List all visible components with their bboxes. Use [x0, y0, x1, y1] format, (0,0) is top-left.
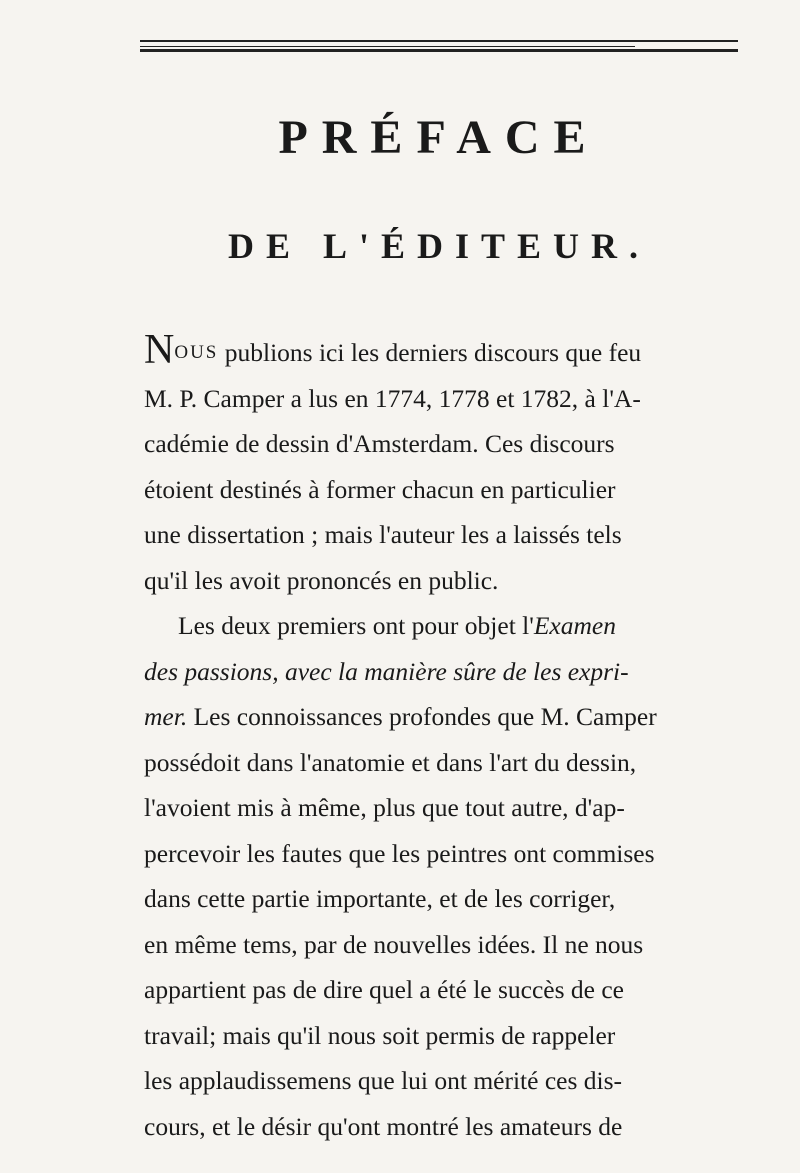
text-line [144, 327, 750, 376]
text-line [144, 649, 750, 695]
text-line: percevoir les fautes que les peintres ont commises [144, 838, 655, 868]
text-line [144, 603, 750, 649]
text-line: cadémie de dessin d'Amsterdam. Ces discours [144, 429, 615, 458]
page-title: PRÉFACE [278, 111, 600, 164]
rule-thin-middle [140, 46, 635, 47]
text-line [144, 694, 750, 740]
italic-span: des passions, avec la manière sûre de les expri- [144, 656, 629, 686]
text-line: en même tems, par de nouvelles idées. Il ne nous [144, 929, 644, 959]
header-rule [140, 38, 738, 54]
text-span: publions ici les derniers discours que feu [218, 338, 642, 367]
drop-cap: N [144, 327, 175, 373]
text-line: possédoit dans l'anatomie et dans l'art du dessin, [144, 747, 637, 777]
text-line: étoient destinés à former chacun en particulier [144, 474, 616, 504]
text-line: les applaudissemens que lui ont mérité ces dis- [144, 1066, 623, 1095]
body-text [144, 327, 750, 1149]
small-caps: OUS [174, 342, 219, 363]
text-line: qu'il les avoit prononcés en public. [144, 565, 499, 595]
italic-span: Examen [533, 611, 616, 640]
rule-thin-top [140, 40, 738, 42]
text-span: Les connoissances profondes que M. Camper [187, 702, 657, 731]
text-line: l'avoient mis à même, plus que tout autre, d'ap- [144, 793, 625, 822]
text-line: M. P. Camper a lus en 1774, 1778 et 1782, à l'A- [144, 383, 641, 413]
text-line: dans cette partie importante, et de les corriger, [144, 884, 616, 913]
text-line: travail; mais qu'il nous soit permis de rappeler [144, 1020, 616, 1050]
italic-span: mer. [144, 702, 188, 731]
text-line: appartient pas de dire quel a été le succès de ce [144, 975, 625, 1004]
text-span: Les deux premiers ont pour objet l' [178, 611, 534, 640]
page-subtitle: DE L'ÉDITEUR. [227, 226, 651, 266]
text-line: cours, et le désir qu'ont montré les amateurs de [144, 1111, 623, 1141]
rule-thick-bottom [140, 49, 738, 52]
text-line: une dissertation ; mais l'auteur les a laissés tels [144, 520, 622, 549]
